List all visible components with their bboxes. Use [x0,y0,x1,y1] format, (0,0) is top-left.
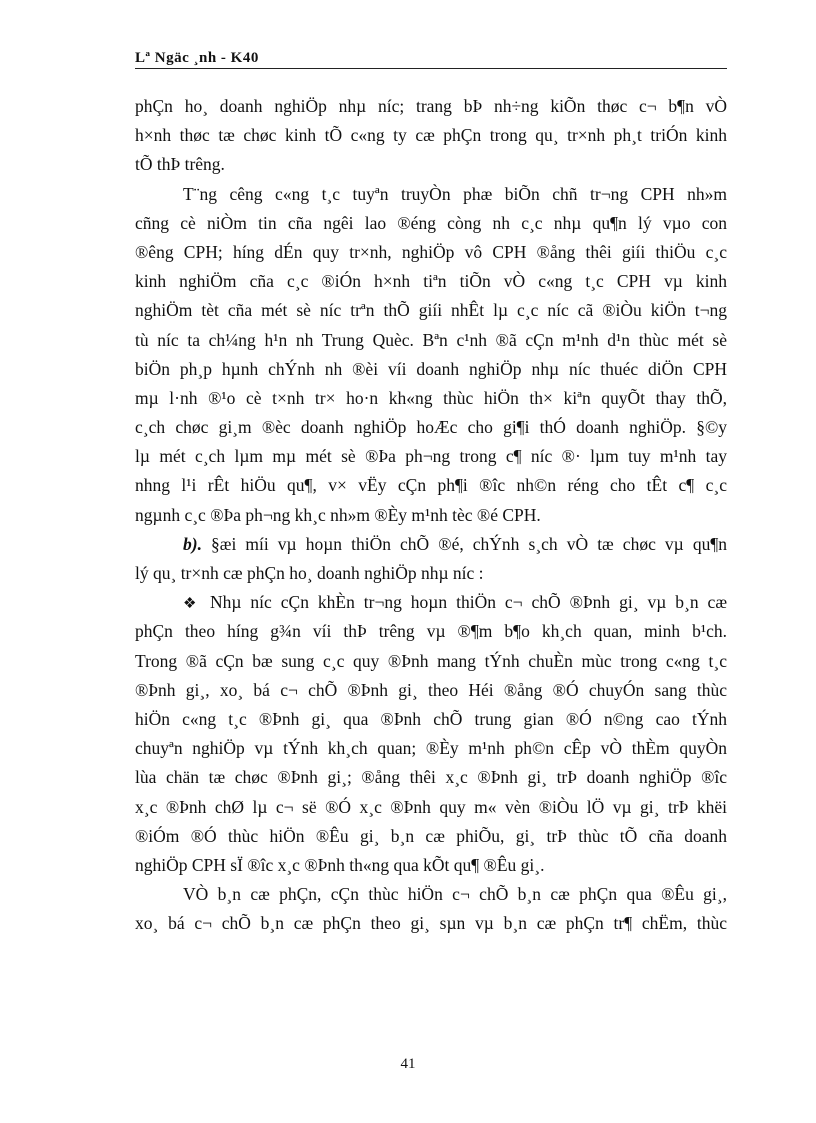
diamond-bullet-icon: ❖ [183,596,202,613]
text-line: tù níc ta ch¼ng h¹n nh Trung Quèc. Bªn c¹nh ®ã cÇn m¹nh d¹n thùc mét sè [135,329,727,350]
text-line: T¨ng cêng c«ng t¸c tuyªn truyÒn phæ biÕn chñ tr¬ng CPH nh»m [183,183,727,204]
text-line: nghiÖm tèt cña mét sè níc trªn thÕ giíi nhÊt lµ c¸c níc cã ®iÒu kiÖn t¬ng [135,300,727,321]
text-line: ®êng CPH; híng dÉn quy tr×nh, nghiÖp vô CPH ®ång thêi giíi thiÖu c¸c [135,241,727,262]
text-line: cñng cè niÒm tin cña ngêi lao ®éng còng nh c¸c nhµ qu¶n lý vµo con [135,212,727,233]
text-line: nhng l¹i rÊt hiÖu qu¶, v× vËy cÇn ph¶i ®îc nh©n réng cho tÊt c¶ c¸c [135,475,727,496]
text-line [135,530,727,559]
page-number: 41 [400,1056,416,1072]
paragraph [135,92,727,180]
text-line: ®iÓm ®Ó thùc hiÖn ®Êu gi¸ b¸n cæ phiÕu, gi¸ trÞ thùc tÕ cña doanh [135,825,727,846]
text-line: ®Þnh gi¸, xo¸ bá c¬ chÕ ®Þnh gi¸ theo Héi ®ång ®Ó chuyÓn sang thùc [135,679,727,700]
paragraph [135,880,727,938]
text-line: h×nh thøc tæ chøc kinh tÕ c«ng ty cæ phÇn trong qu¸ tr×nh ph¸t triÓn kinh [135,125,727,146]
section-heading [135,530,727,588]
header-rule [135,68,727,69]
text-line: hiÖn c«ng t¸c ®Þnh gi¸ qua ®Þnh chÕ trung gian ®Ó n©ng cao tÝnh [135,708,727,729]
text-line: lý qu¸ tr×nh cæ phÇn ho¸ doanh nghiÖp nhµ níc : [135,563,484,583]
text-line: c¸ch chøc gi¸m ®èc doanh nghiÖp hoÆc cho gi¶i thÓ doanh nghiÖp. §©y [135,417,727,438]
text-line: chuyªn nghiÖp vµ tÝnh kh¸ch quan; ®Èy m¹nh ph©n cÊp vÒ thÈm quyÒn [135,738,727,759]
text-line: x¸c ®Þnh chØ lµ c¬ së ®Ó x¸c ®Þnh quy m« vèn ®iÒu lÖ vµ gi¸ trÞ khëi [135,796,727,817]
heading-text: §æi míi vµ hoµn thiÖn chÕ ®é, chÝnh s¸ch vÒ tæ chøc vµ qu¶n [211,533,727,554]
text-line: lµ mét c¸ch lµm mµ mét sè ®Þa ph¬ng trong c¶ níc ®· lµm tuy m¹nh tay [135,446,727,467]
paragraph [135,588,727,880]
text-line: Trong ®ã cÇn bæ sung c¸c quy ®Þnh mang tÝnh chuÈn mùc trong c«ng t¸c [135,650,727,671]
text-line [135,588,727,617]
running-header: Lª Ngäc ¸nh - K40 [135,50,259,66]
text-line: tÕ thÞ trêng. [135,154,225,175]
text-line: nghiÖp CPH sÏ ®îc x¸c ®Þnh th«ng qua kÕt qu¶ ®Êu gi¸. [135,854,545,875]
text-line: biÖn ph¸p hµnh chÝnh nh ®èi víi doanh nghiÖp nhµ níc thuéc diÖn CPH [135,358,727,379]
page-body [135,92,727,938]
text-line: xo¸ bá c¬ chÕ b¸n cæ phÇn theo gi¸ sµn vµ b¸n cæ phÇn tr¶ chËm, thùc [135,913,727,934]
text-line: kinh nghiÖm cña c¸c ®iÓn h×nh tiªn tiÕn vÒ c«ng t¸c CPH vµ kinh [135,271,727,292]
text-line: ngµnh c¸c ®Þa ph¬ng kh¸c nh»m ®Èy m¹nh tèc ®é CPH. [135,504,541,525]
paragraph [135,180,727,530]
bullet-text: Nhµ níc cÇn khÈn tr¬ng hoµn thiÖn c¬ chÕ ®Þnh gi¸ vµ b¸n cæ [210,592,727,613]
text-line: lùa chän tæ chøc ®Þnh gi¸; ®ång thêi x¸c ®Þnh gi¸ trÞ doanh nghiÖp ®îc [135,767,727,788]
text-line: VÒ b¸n cæ phÇn, cÇn thùc hiÖn c¬ chÕ b¸n cæ phÇn qua ®Êu gi¸, [183,884,727,905]
text-line: phÇn theo híng g¾n víi thÞ trêng vµ ®¶m b¶o kh¸ch quan, minh b¹ch. [135,621,727,642]
text-line: phÇn ho¸ doanh nghiÖp nhµ níc; trang bÞ nh÷ng kiÕn thøc c¬ b¶n vÒ [135,96,727,116]
section-label: b). [183,533,202,554]
text-line: mµ l·nh ®¹o cè t×nh tr× ho·n kh«ng thùc hiÖn th× kiªn quyÕt thay thÕ, [135,387,727,408]
